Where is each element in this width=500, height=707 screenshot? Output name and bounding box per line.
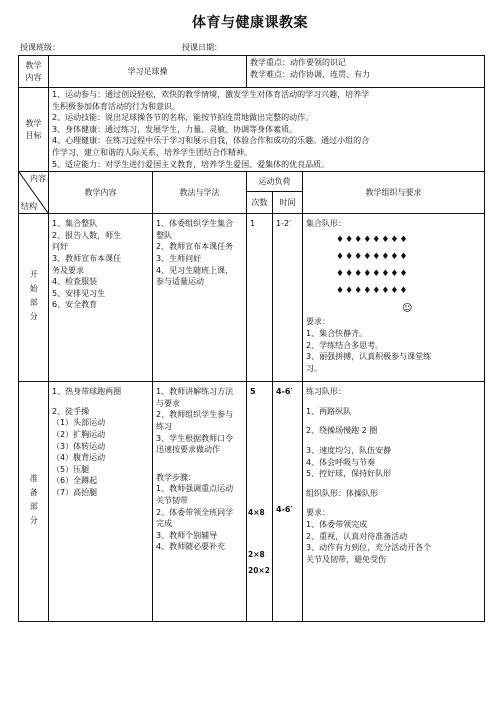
prep-org-line: 组织队形：体操队形 (306, 488, 378, 498)
date-label: 授课日期： (182, 43, 222, 52)
spacer (156, 456, 243, 464)
start-count: 1 (250, 219, 256, 229)
start-content-cell (49, 214, 153, 382)
start-req: 3、丽强拼搏，认真积极参与课堂练 (306, 352, 432, 362)
goal-line: 4、心理健康：在练习过程中乐于学习和展示自我，体验合作和成功的乐趣。通过小组的合 (52, 136, 370, 146)
head-count (247, 192, 273, 214)
prep-method-line: 1、教师强调重点运动 (156, 484, 234, 494)
key-point: 教学重点：动作要领的识记 (250, 58, 346, 67)
prep-method-line: 完成 (156, 519, 172, 529)
start-method-line: 2、教师宣布本课任务 (156, 242, 234, 252)
goal-line: 2、运动技能：说出足球操各节的名称，能按节拍连贯地做出完整的动作。 (52, 113, 314, 123)
prep-org-line: 3、动作有力到位，充分活动开各个 (306, 543, 432, 553)
prep-org-line: 2、重视，认真对待准备活动 (306, 531, 408, 541)
content-label-cell (19, 56, 49, 88)
head-load-text: 运动负荷 (258, 176, 291, 186)
prep-count-2: 4×8 (248, 508, 265, 518)
prep-count-3: 2×8 (248, 550, 265, 560)
start-req-title: 要求： (306, 317, 330, 327)
prep-time-2: 4-6′ (276, 505, 293, 515)
prep-content-line: （5）压腿 (52, 464, 90, 474)
prep-method-line: 3、教师个别辅导 (156, 530, 218, 540)
goal-line: 生积极参加体育活动的行为和意识。 (52, 101, 180, 111)
difficulty: 教学难点：动作协调、连贯、有力 (250, 69, 370, 79)
head-org-text: 教学组织与要求 (365, 187, 422, 197)
content-value-cell (49, 56, 247, 88)
formation-row: ♦♦♦♦♦♦♦♦ (336, 268, 409, 279)
prep-org-line: 3、速度均匀，队伍安静 (306, 445, 392, 455)
prep-count-1: 5 (250, 387, 256, 397)
start-content-line: 1、集合整队 (52, 219, 98, 229)
head-org (303, 172, 485, 214)
prep-org-line: 1、两路纵队 (306, 406, 352, 416)
key-points-cell (247, 56, 485, 88)
goals-label-cell (19, 88, 49, 172)
goal-line: 3、身体健康：通过练习，发展学生，力量、灵敏、协调等身体素质。 (52, 124, 298, 134)
prep-org-line: 1、体委带领完成 (306, 519, 368, 529)
start-time: 1-2′ (276, 219, 291, 229)
start-method-line: 参与适量运动 (156, 277, 204, 287)
start-content-line: 务及要求 (52, 265, 84, 275)
start-content-line: 6、安全教育 (52, 300, 98, 310)
head-load (247, 172, 303, 192)
spacer (306, 499, 481, 507)
prep-method-line: 练习 (156, 421, 172, 431)
diagonal-header-cell (19, 172, 49, 214)
prep-content-cell (49, 382, 153, 622)
head-method (153, 172, 247, 214)
prep-content-line: （7）高抬腿 (52, 487, 98, 497)
start-req: 2、学练结合多思考。 (306, 340, 384, 350)
head-count-text: 次数 (251, 197, 268, 207)
prep-section-label-cell (19, 382, 49, 622)
start-method-line: 4、见习生随班上课， (156, 265, 234, 275)
prep-org-line: 2、绕操场慢跑 2 圈 (306, 426, 378, 436)
spacer (52, 398, 149, 406)
prep-content-line: 2、徒手操 (52, 406, 90, 416)
prep-method-line: 迅速按要求做动作 (156, 445, 220, 455)
head-teaching-content-text: 教学内容 (84, 187, 117, 197)
goal-line: 1、运动参与：通过创设轻松，欢快的教学情境，激发学生对体育活动的学习兴趣，培养学 (52, 90, 370, 99)
spacer (306, 417, 481, 425)
start-content-line: 4、检查服装 (52, 277, 98, 287)
prep-org-line: 练习队形： (306, 387, 346, 397)
prep-method-line: 3、学生根据教师口令 (156, 433, 234, 443)
formation-title: 集合队形： (306, 219, 346, 229)
start-method-line: 1、体委组织学生集合 (156, 219, 234, 229)
start-section-label: 开始部分 (29, 269, 39, 326)
prep-method-line: 关节韧带 (156, 495, 188, 505)
start-time-cell (273, 214, 303, 382)
diag-top-label: 内容 (30, 174, 46, 184)
goals-cell (49, 88, 485, 172)
goals-label: 教学目标 (25, 118, 42, 140)
teacher-mark-icon: ☺ (402, 302, 413, 314)
prep-content-line: （2）扩胸运动 (52, 429, 106, 439)
prep-content-line: 1、热身带球跑两圈 (52, 387, 122, 397)
lesson-plan-table (18, 55, 485, 622)
prep-org-line: 要求： (306, 508, 330, 518)
formation-row: ♦♦♦♦♦♦♦♦ (336, 251, 409, 262)
spacer (306, 398, 481, 406)
prep-method-line: 教学步骤： (156, 472, 196, 482)
start-req: 1、集合快静齐。 (306, 329, 368, 339)
prep-org-line: 4、体会呼吸与节奏 (306, 457, 376, 467)
start-section-label-cell (19, 214, 49, 382)
start-method-line: 3、生师问好 (156, 253, 202, 263)
start-count-cell (247, 214, 273, 382)
prep-content-line: （6）全蹲起 (52, 476, 98, 486)
prep-org-line: 5、控好球，保持好队形 (306, 469, 392, 479)
prep-section-label: 准备部分 (29, 473, 39, 530)
prep-content-line: （4）腹背运动 (52, 453, 106, 463)
spacer (306, 437, 481, 445)
content-label: 教学内容 (25, 60, 42, 82)
head-time (273, 192, 303, 214)
prep-method-line: 2、教师组织学生参与 (156, 410, 234, 420)
prep-time-cell (273, 382, 303, 622)
head-time-text: 时间 (279, 197, 296, 207)
prep-org-cell (303, 382, 485, 622)
start-req: 习。 (306, 363, 322, 373)
start-content-line: 5、安排见习生 (52, 288, 106, 298)
spacer (156, 464, 243, 472)
head-teaching-content (49, 172, 153, 214)
prep-count-4: 20×2 (248, 566, 270, 576)
goal-line: 作学习，建立和谐的人际关系，培养学生团结合作精神。 (52, 147, 252, 157)
document-title: 体育与健康课教案 (192, 15, 308, 31)
diag-bottom-label: 结构 (21, 201, 37, 211)
prep-content-line: （3）体转运动 (52, 441, 106, 451)
start-content-line: 2、报告人数，师生 (52, 230, 122, 240)
prep-method-line: 2、体委带领全班同学 (156, 507, 234, 517)
prep-method-cell (153, 382, 247, 622)
prep-count-cell (247, 382, 273, 622)
prep-content-line: （1）头部运动 (52, 418, 106, 428)
prep-time-1: 4-6′ (276, 387, 293, 397)
formation-row: ♦♦♦♦♦♦♦♦ (336, 234, 409, 245)
prep-org-line: 关节及韧带，避免受伤 (306, 554, 386, 564)
formation-row: ♦♦♦♦♦♦♦♦ (336, 285, 409, 296)
prep-method-line: 与要求 (156, 398, 180, 408)
prep-method-line: 1、教师讲解练习方法 (156, 387, 234, 397)
start-method-cell (153, 214, 247, 382)
start-method-line: 整队 (156, 230, 172, 240)
class-label: 授课班级： (20, 43, 60, 52)
spacer (306, 480, 481, 488)
start-org-cell (303, 214, 485, 382)
start-content-line: 3、教师宣布本课任 (52, 253, 122, 263)
content-value: 学习足球操 (127, 66, 168, 76)
goal-line: 5、适应能力：对学生进行爱国主义教育，培养学生爱国、爱集体的优良品质。 (52, 159, 330, 169)
prep-method-line: 4、教师随必要补充 (156, 542, 226, 552)
start-content-line: 问好 (52, 242, 68, 252)
head-method-text: 教法与学法 (179, 187, 220, 197)
